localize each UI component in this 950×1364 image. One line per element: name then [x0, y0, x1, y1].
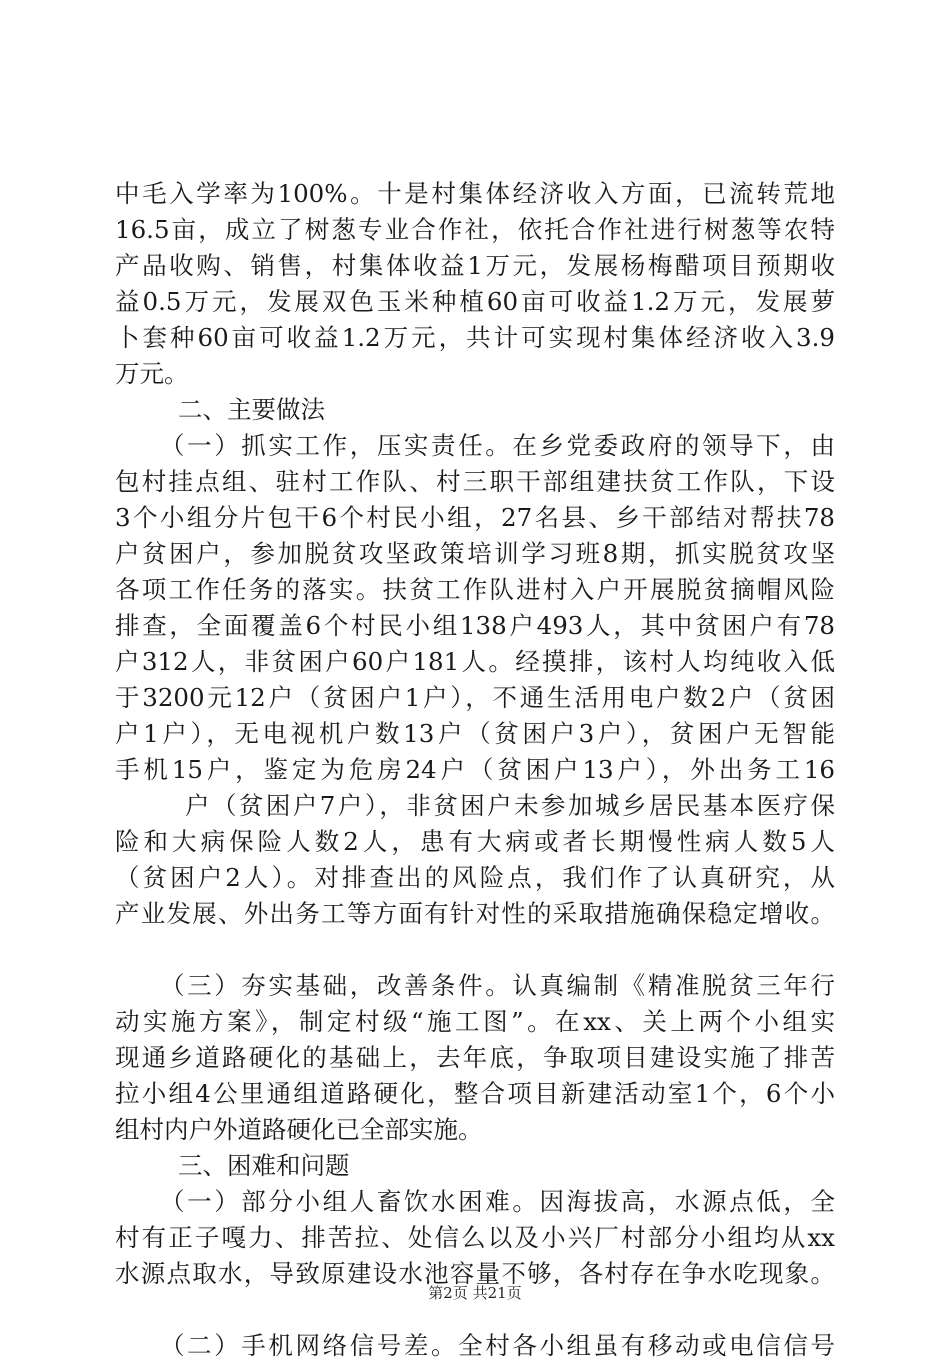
- text-line-1: 中毛入学率为100%。十是村集体经济收入方面，已流转荒地: [115, 179, 835, 208]
- section-heading-2: 二、主要做法: [178, 395, 325, 424]
- text-line-28: （一）部分小组人畜饮水困难。因海拔高，水源点低，全: [160, 1187, 835, 1216]
- text-line-14: 户312人，非贫困户60户181人。经摸排，该村人均纯收入低: [115, 647, 835, 676]
- text-line-15: 于3200元12户（贫困户1户），不通生活用电户数2户（贫困: [115, 683, 835, 712]
- text-line-23: 动实施方案》，制定村级“施工图”。在xx、关上两个小组实: [115, 1007, 835, 1036]
- text-line-17: 手机15户，鉴定为危房24户（贫困户13户），外出务工16: [115, 755, 835, 784]
- text-line-31: （二）手机网络信号差。全村各小组虽有移动或电信信号: [160, 1331, 835, 1360]
- text-line-4: 益0.5万元，发展双色玉米种植60亩可收益1.2万元，发展萝: [115, 287, 835, 316]
- text-line-19: 险和大病保险人数2人，患有大病或者长期慢性病人数5人: [115, 827, 835, 856]
- text-line-13: 排查，全面覆盖6个村民小组138户493人，其中贫困户有78: [115, 611, 835, 640]
- text-line-5: 卜套种60亩可收益1.2万元，共计可实现村集体经济收入3.9: [115, 323, 835, 352]
- text-line-2: 16.5亩，成立了树葱专业合作社，依托合作社进行树葱等农特: [115, 215, 835, 244]
- text-line-16: 户1户），无电视机户数13户（贫困户3户），贫困户无智能: [115, 719, 835, 748]
- text-line-25: 拉小组4公里通组道路硬化，整合项目新建活动室1个，6个小: [115, 1079, 835, 1108]
- text-line-9: 包村挂点组、驻村工作队、村三职干部组建扶贫工作队，下设: [115, 467, 835, 496]
- text-line-20: （贫困户2人）。对排查出的风险点，我们作了认真研究，从: [115, 863, 835, 892]
- text-line-10: 3个小组分片包干6个村民小组，27名县、乡干部结对帮扶78: [115, 503, 835, 532]
- text-line-21: 产业发展、外出务工等方面有针对性的采取措施确保稳定增收。: [115, 899, 835, 928]
- text-line-18: 户（贫困户7户），非贫困户未参加城乡居民基本医疗保: [185, 791, 835, 820]
- text-line-3: 产品收购、销售，村集体收益1万元，发展杨梅醋项目预期收: [115, 251, 835, 280]
- page-footer: 第2页 共21页: [428, 1284, 522, 1302]
- section-heading-3: 三、困难和问题: [178, 1151, 350, 1180]
- text-line-29: 村有正子嘎力、排苦拉、处信么以及小兴厂村部分小组均从xx: [115, 1223, 835, 1252]
- text-line-30: 水源点取水，导致原建设水池容量不够，各村存在争水吃现象。: [115, 1259, 835, 1288]
- text-line-24: 现通乡道路硬化的基础上，去年底，争取项目建设实施了排苦: [115, 1043, 835, 1072]
- text-line-11: 户贫困户，参加脱贫攻坚政策培训学习班8期，抓实脱贫攻坚: [115, 539, 835, 568]
- text-line-12: 各项工作任务的落实。扶贫工作队进村入户开展脱贫摘帽风险: [115, 575, 835, 604]
- text-line-26: 组村内户外道路硬化已全部实施。: [115, 1115, 483, 1144]
- text-line-22: （三）夯实基础，改善条件。认真编制《精准脱贫三年行: [160, 971, 835, 1000]
- text-line-8: （一）抓实工作，压实责任。在乡党委政府的领导下，由: [160, 431, 835, 460]
- text-line-6: 万元。: [115, 359, 189, 388]
